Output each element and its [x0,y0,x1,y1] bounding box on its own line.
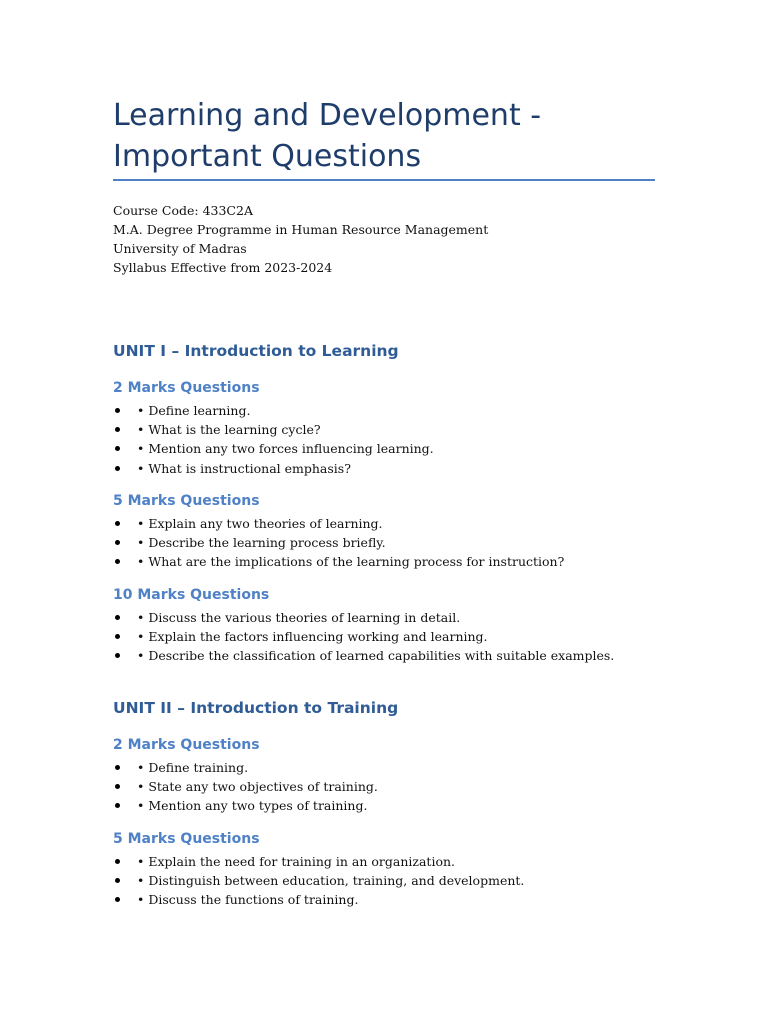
unit-heading: UNIT II – Introduction to Training [113,699,399,717]
section-heading: 5 Marks Questions [113,493,260,509]
question-list [113,852,524,910]
question-item: • What are the implications of the learning process for instruction? [113,552,564,571]
question-list [113,758,378,816]
question-list [113,608,614,666]
programme-name: M.A. Degree Programme in Human Resource Management [113,222,489,237]
question-item: • Explain the need for training in an organization. [113,852,524,871]
section-heading: 2 Marks Questions [113,737,260,753]
question-item: • Discuss the functions of training. [113,890,524,909]
section-heading: 5 Marks Questions [113,831,260,847]
title-underline [113,179,655,181]
question-item: • Describe the classification of learned capabilities with suitable examples. [113,646,614,665]
syllabus-effective: Syllabus Effective from 2023-2024 [113,260,333,275]
question-item: • Describe the learning process briefly. [113,533,564,552]
question-item: • Explain any two theories of learning. [113,514,564,533]
question-item: • Define training. [113,758,378,777]
question-item: • Mention any two forces influencing learning. [113,439,434,458]
university-name: University of Madras [113,241,247,256]
question-list [113,401,434,478]
question-item: • What is instructional emphasis? [113,459,434,478]
question-item: • Mention any two types of training. [113,796,378,815]
unit-heading: UNIT I – Introduction to Learning [113,342,399,360]
question-item: • Distinguish between education, training, and development. [113,871,524,890]
question-item: • Explain the factors influencing working and learning. [113,627,614,646]
question-item: • Discuss the various theories of learning in detail. [113,608,614,627]
course-info [113,201,488,277]
document-title: Learning and Development - Important Questions [113,98,542,174]
course-code: Course Code: 433C2A [113,203,253,218]
question-item: • Define learning. [113,401,434,420]
question-item: • What is the learning cycle? [113,420,434,439]
section-heading: 2 Marks Questions [113,380,260,396]
question-list [113,514,564,572]
section-heading: 10 Marks Questions [113,587,270,603]
question-item: • State any two objectives of training. [113,777,378,796]
